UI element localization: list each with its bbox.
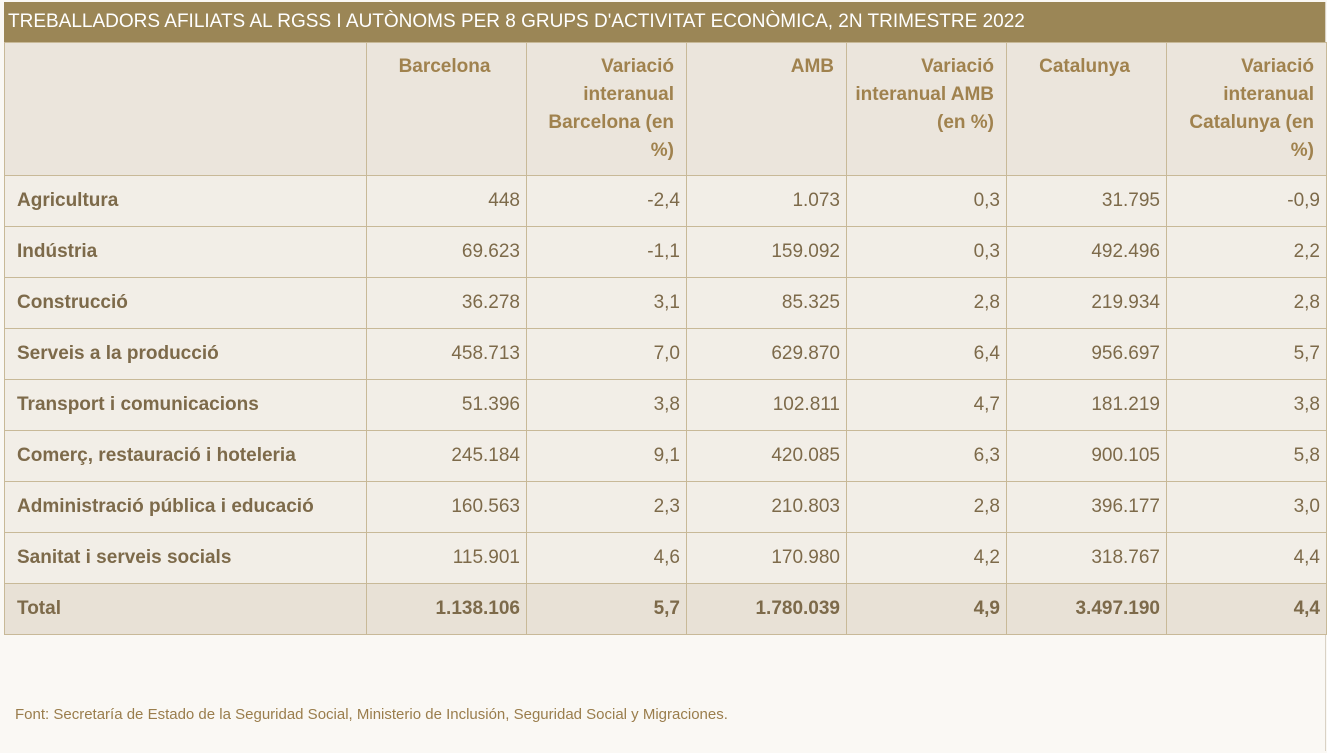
cell-variacio-catalunya: 5,7 <box>1167 329 1327 380</box>
column-header-catalunya: Catalunya <box>1007 43 1167 176</box>
cell-catalunya: 492.496 <box>1007 227 1167 278</box>
table-row <box>5 482 1327 533</box>
cell-variacio-catalunya: 2,8 <box>1167 278 1327 329</box>
cell-amb: 210.803 <box>687 482 847 533</box>
cell-variacio-amb: 0,3 <box>847 176 1007 227</box>
table-row <box>5 329 1327 380</box>
cell-variacio-amb: 4,7 <box>847 380 1007 431</box>
cell-catalunya: 318.767 <box>1007 533 1167 584</box>
cell-variacio-barcelona: -2,4 <box>527 176 687 227</box>
row-label: Agricultura <box>5 176 367 227</box>
cell-catalunya: 900.105 <box>1007 431 1167 482</box>
table-row <box>5 380 1327 431</box>
cell-catalunya: 956.697 <box>1007 329 1167 380</box>
cell-variacio-barcelona: 3,1 <box>527 278 687 329</box>
cell-variacio-catalunya: 5,8 <box>1167 431 1327 482</box>
cell-variacio-catalunya: 3,0 <box>1167 482 1327 533</box>
cell-variacio-catalunya: 4,4 <box>1167 584 1327 635</box>
cell-variacio-amb: 4,2 <box>847 533 1007 584</box>
row-label: Administració pública i educació <box>5 482 367 533</box>
column-header-amb: AMB <box>687 43 847 176</box>
cell-variacio-amb: 2,8 <box>847 278 1007 329</box>
cell-amb: 102.811 <box>687 380 847 431</box>
cell-variacio-catalunya: 4,4 <box>1167 533 1327 584</box>
cell-amb: 170.980 <box>687 533 847 584</box>
cell-variacio-amb: 2,8 <box>847 482 1007 533</box>
cell-variacio-barcelona: 5,7 <box>527 584 687 635</box>
cell-catalunya: 31.795 <box>1007 176 1167 227</box>
table-row <box>5 278 1327 329</box>
cell-barcelona: 160.563 <box>367 482 527 533</box>
cell-amb: 1.073 <box>687 176 847 227</box>
table-title: TREBALLADORS AFILIATS AL RGSS I AUTÒNOMS PER 8 GRUPS D'ACTIVITAT ECONÒMICA, 2N TRIMESTRE 2022 <box>4 2 1325 42</box>
table-row <box>5 227 1327 278</box>
header-row <box>5 43 1327 176</box>
cell-catalunya: 219.934 <box>1007 278 1167 329</box>
cell-variacio-amb: 4,9 <box>847 584 1007 635</box>
cell-barcelona: 1.138.106 <box>367 584 527 635</box>
cell-amb: 420.085 <box>687 431 847 482</box>
cell-amb: 159.092 <box>687 227 847 278</box>
table-row <box>5 431 1327 482</box>
row-label: Serveis a la producció <box>5 329 367 380</box>
cell-variacio-catalunya: -0,9 <box>1167 176 1327 227</box>
total-row <box>5 584 1327 635</box>
cell-variacio-amb: 0,3 <box>847 227 1007 278</box>
row-label: Total <box>5 584 367 635</box>
column-header-variacio-barcelona: Variació interanual Barcelona (en %) <box>527 43 687 176</box>
column-header-variacio-amb: Variació interanual AMB (en %) <box>847 43 1007 176</box>
cell-barcelona: 458.713 <box>367 329 527 380</box>
cell-catalunya: 181.219 <box>1007 380 1167 431</box>
cell-barcelona: 51.396 <box>367 380 527 431</box>
cell-barcelona: 448 <box>367 176 527 227</box>
row-label: Construcció <box>5 278 367 329</box>
cell-barcelona: 36.278 <box>367 278 527 329</box>
table-row <box>5 533 1327 584</box>
source-note: Font: Secretaría de Estado de la Seguridad Social, Ministerio de Inclusión, Seguridad Social y Migraciones. <box>15 706 728 723</box>
cell-variacio-catalunya: 2,2 <box>1167 227 1327 278</box>
cell-variacio-barcelona: 3,8 <box>527 380 687 431</box>
cell-barcelona: 69.623 <box>367 227 527 278</box>
cell-variacio-barcelona: 2,3 <box>527 482 687 533</box>
table-body <box>5 176 1327 635</box>
cell-variacio-amb: 6,4 <box>847 329 1007 380</box>
column-header-barcelona: Barcelona <box>367 43 527 176</box>
column-header-label <box>5 43 367 176</box>
cell-variacio-catalunya: 3,8 <box>1167 380 1327 431</box>
cell-catalunya: 396.177 <box>1007 482 1167 533</box>
cell-amb: 1.780.039 <box>687 584 847 635</box>
cell-amb: 85.325 <box>687 278 847 329</box>
data-table <box>4 42 1327 635</box>
table-frame <box>4 2 1326 751</box>
column-header-variacio-catalunya: Variació interanual Catalunya (en %) <box>1167 43 1327 176</box>
row-label: Indústria <box>5 227 367 278</box>
cell-variacio-barcelona: -1,1 <box>527 227 687 278</box>
row-label: Sanitat i serveis socials <box>5 533 367 584</box>
cell-variacio-barcelona: 7,0 <box>527 329 687 380</box>
row-label: Comerç, restauració i hoteleria <box>5 431 367 482</box>
cell-catalunya: 3.497.190 <box>1007 584 1167 635</box>
cell-variacio-barcelona: 9,1 <box>527 431 687 482</box>
cell-barcelona: 115.901 <box>367 533 527 584</box>
cell-variacio-amb: 6,3 <box>847 431 1007 482</box>
cell-barcelona: 245.184 <box>367 431 527 482</box>
cell-variacio-barcelona: 4,6 <box>527 533 687 584</box>
cell-amb: 629.870 <box>687 329 847 380</box>
table-row <box>5 176 1327 227</box>
row-label: Transport i comunicacions <box>5 380 367 431</box>
